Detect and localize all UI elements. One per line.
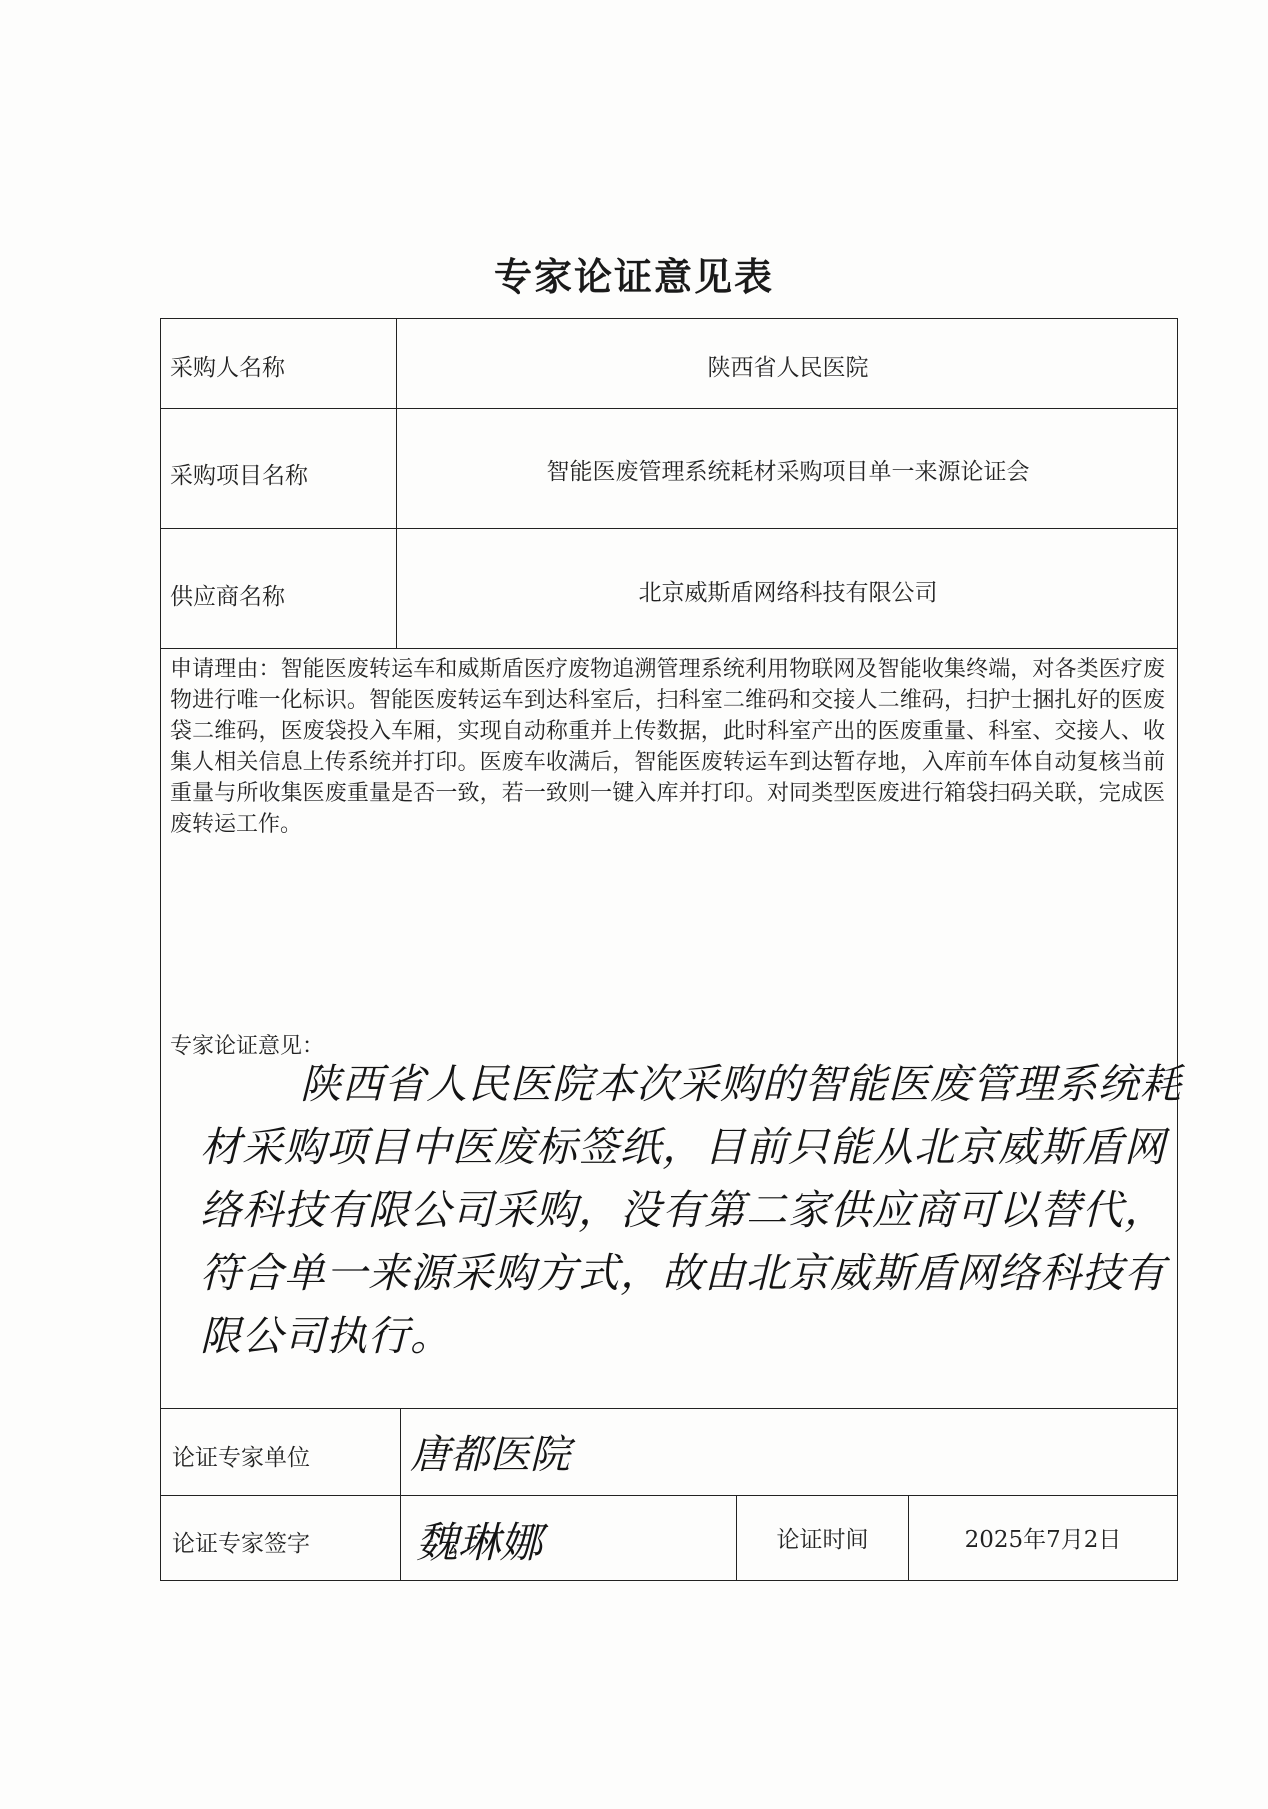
expert-signature: 魏琳娜 xyxy=(416,1518,543,1567)
table-border-top xyxy=(160,318,1178,319)
row-divider xyxy=(160,528,1178,529)
expert-unit-label: 论证专家单位 xyxy=(172,1445,310,1471)
supplier-label: 供应商名称 xyxy=(170,584,285,610)
table-border-left xyxy=(160,318,161,1581)
application-reason-text: 申请理由：智能医废转运车和威斯盾医疗废物追溯管理系统利用物联网及智能收集终端，对各类医疗废物进行唯一化标识。智能医废转运车到达科室后，扫科室二维码和交接人二维码，扫护士捆扎好的医废袋二维码，医废袋投入车厢，实现自动称重并上传数据，此时科室产出的医废重量、科室、交接人、收集人相关信息上传系统并打印。医废车收满后，智能医废转运车到达暂存地，入库前车体自动复核当前重量与所收集医废重量是否一致，若一致则一键入库并打印。对同类型医废进行箱袋扫码关联，完成医废转运工作。 xyxy=(170,657,1165,837)
supplier-value: 北京威斯盾网络科技有限公司 xyxy=(638,580,938,606)
expert-signature-label: 论证专家签字 xyxy=(172,1531,310,1557)
handwritten-line: 限公司执行。 xyxy=(200,1312,452,1360)
row-divider xyxy=(160,1408,1178,1409)
handwritten-line: 符合单一来源采购方式，故由北京威斯盾网络科技有 xyxy=(200,1249,1166,1297)
handwritten-opinion xyxy=(200,1053,1182,1368)
purchaser-label: 采购人名称 xyxy=(170,355,285,381)
row-divider xyxy=(160,1495,1178,1496)
project-label: 采购项目名称 xyxy=(170,463,308,489)
row-divider xyxy=(160,648,1178,649)
handwritten-line: 陕西省人民医院本次采购的智能医废管理系统耗 xyxy=(300,1060,1182,1108)
review-time-value: 2025年7月2日 xyxy=(964,1527,1122,1553)
project-value: 智能医废管理系统耗材采购项目单一来源论证会 xyxy=(546,459,1030,485)
expert-unit-handwritten: 唐都医院 xyxy=(410,1432,570,1478)
label-column-divider xyxy=(400,1408,401,1580)
row-divider xyxy=(160,408,1178,409)
expert-opinion-label: 专家论证意见： xyxy=(170,1034,325,1059)
form-title: 专家论证意见表 xyxy=(493,254,774,299)
review-time-label: 论证时间 xyxy=(776,1527,869,1553)
opinion-form-table xyxy=(160,318,1182,1581)
table-border-bottom xyxy=(160,1580,1178,1581)
handwritten-line: 材采购项目中医废标签纸，目前只能从北京威斯盾网 xyxy=(200,1123,1166,1171)
purchaser-value: 陕西省人民医院 xyxy=(707,355,869,381)
handwritten-line: 络科技有限公司采购，没有第二家供应商可以替代， xyxy=(200,1186,1166,1234)
table-border-right xyxy=(1177,318,1178,1581)
label-column-divider xyxy=(396,318,397,648)
